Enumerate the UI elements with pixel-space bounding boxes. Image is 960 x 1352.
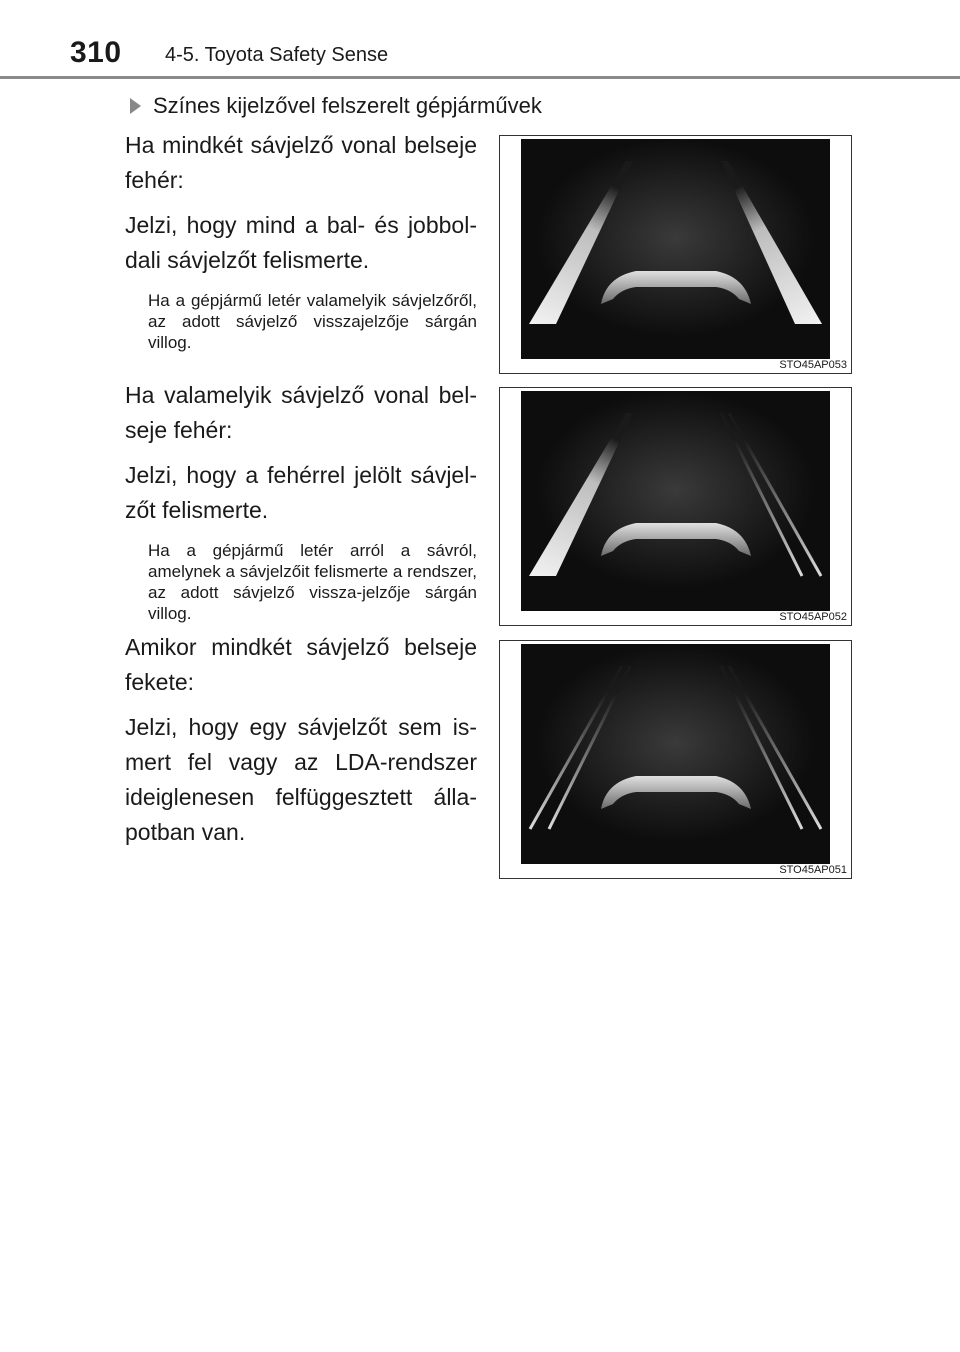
- figure-both-lanes-black: [499, 640, 852, 879]
- section-title: 4-5. Toyota Safety Sense: [165, 44, 389, 66]
- display-screen: [521, 644, 830, 864]
- section-one-white: [125, 378, 477, 624]
- note-text: Ha a gépjármű letér valamelyik sávjelzőről, az adott sávjelző visszajelzője sárgán villog.: [148, 291, 477, 352]
- section-both-black: [125, 630, 477, 860]
- figure-both-lanes-white: [499, 135, 852, 374]
- figure-left-lane-white: [499, 387, 852, 626]
- lead-condition: Amikor mindkét sávjelző belseje fekete:: [125, 634, 477, 695]
- lead-meaning: Jelzi, hogy egy sávjelzőt sem is-mert fel vagy az LDA-rendszer ideiglenesen felfüggesztett álla-potban van.: [125, 714, 477, 845]
- lead-condition: Ha valamelyik sávjelző vonal bel-seje fehér:: [125, 382, 477, 443]
- lead-condition: Ha mindkét sávjelző vonal belseje fehér:: [125, 132, 477, 193]
- header-rule: [0, 76, 960, 79]
- note-text: Ha a gépjármű letér arról a sávról, amelynek a sávjelzőit felismerte a rendszer, az adott sávjelző vissza-jelzője sárgán villog.: [148, 541, 477, 623]
- section-both-white: [125, 128, 477, 353]
- display-screen: [521, 391, 830, 611]
- display-screen: [521, 139, 830, 359]
- subheading: [130, 93, 542, 119]
- figure-code: STO45AP053: [779, 359, 847, 371]
- arrow-icon: [130, 98, 141, 114]
- lead-meaning: Jelzi, hogy mind a bal- és jobbol-dali sávjelzőt felismerte.: [125, 212, 477, 273]
- figure-code: STO45AP051: [779, 864, 847, 876]
- subheading-text: Színes kijelzővel felszerelt gépjárművek: [153, 93, 542, 118]
- page-number: 310: [70, 36, 122, 69]
- lead-meaning: Jelzi, hogy a fehérrel jelölt sávjel-zőt felismerte.: [125, 462, 477, 523]
- figure-code: STO45AP052: [779, 611, 847, 623]
